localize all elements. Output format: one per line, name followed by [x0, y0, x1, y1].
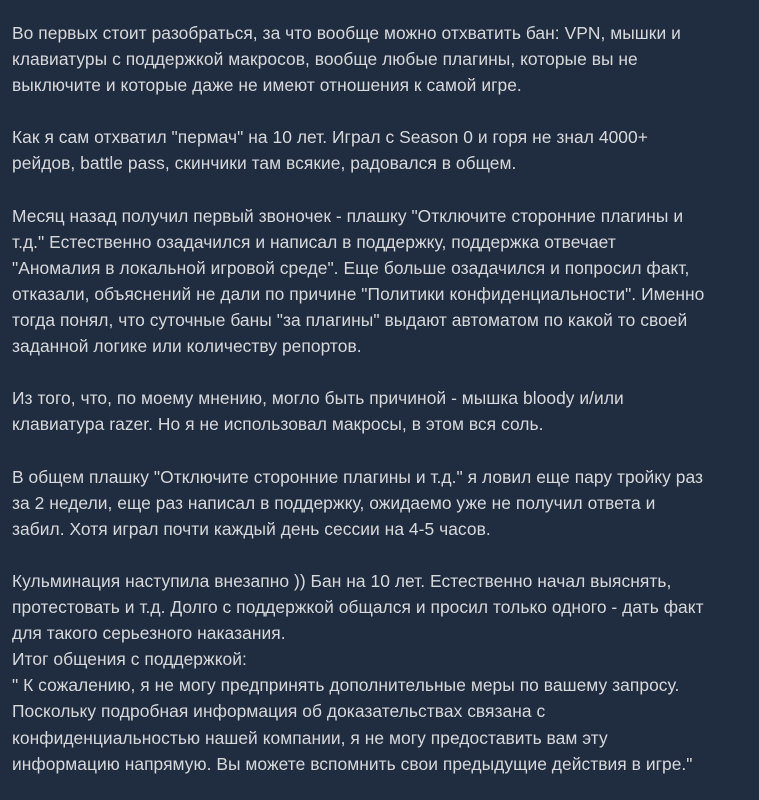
support-quote-line: " К сожалению, я не могу предпринять дополнительные меры по вашему запросу. — [12, 675, 680, 696]
text-line: заданной логике или количеству репортов. — [12, 336, 362, 357]
text-line: Как я сам отхватил "пермач" на 10 лет. Играл с Season 0 и горя не знал 4000+ — [12, 127, 648, 148]
text-line: выключите и которые даже не имеют отношения к самой игре. — [12, 75, 522, 96]
text-line: Кульминация наступила внезапно )) Бан на 10 лет. Естественно начал выяснять, — [12, 570, 672, 591]
text-line: протестовать и т.д. Долго с поддержкой общался и просил только одного - дать факт — [12, 597, 704, 618]
text-line: тогда понял, что суточные баны "за плагины" выдают автоматом по какой то своей — [12, 310, 688, 331]
text-line: рейдов, battle pass, скинчики там всякие, радовался в общем. — [12, 153, 517, 174]
text-line: клавиатура razer. Но я не использовал макросы, в этом вся соль. — [12, 414, 544, 435]
text-line: Из того, что, по моему мнению, могло быть причиной - мышка bloody и/или — [12, 388, 624, 409]
paragraph-first-warning — [12, 203, 749, 360]
text-line: Во первых стоит разобраться, за что вообще можно отхватить бан: VPN, мышки и — [12, 23, 681, 43]
text-line: для такого серьезного наказания. — [12, 623, 286, 644]
text-line: клавиатуры с поддержкой макросов, вообще любые плагины, которые вы не — [12, 49, 638, 70]
paragraph-possible-cause — [12, 385, 749, 437]
text-line: за 2 недели, еще раз написал в поддержку, ожидаемо уже не получил ответа и — [12, 492, 656, 513]
paragraph-ban-reasons — [12, 20, 749, 98]
support-quote-line: информацию напрямую. Вы можете вспомнить свои предыдущие действия в игре." — [12, 753, 693, 774]
support-quote-line: Поскольку подробная информация об доказательствах связана с — [12, 701, 546, 722]
text-line: отказали, объяснений не дали по причине "Политики конфиденциальности". Именно — [12, 283, 705, 304]
text-line: т.д." Естественно озадачился и написал в поддержку, поддержка отвечает — [12, 231, 616, 252]
support-quote-line: конфиденциальностью нашей компании, я не могу предоставить вам эту — [12, 727, 608, 748]
text-line: В общем плашку "Отключите сторонние плагины и т.д." я ловил еще пару тройку раз — [12, 466, 704, 487]
paragraph-culmination — [12, 568, 749, 777]
paragraph-repeated-warnings — [12, 464, 749, 542]
text-line: Итог общения с поддержкой: — [12, 649, 247, 670]
text-line: забил. Хотя играл почти каждый день сессии на 4-5 часов. — [12, 518, 491, 539]
text-line: "Аномалия в локальной игровой среде". Еще больше озадачился и попросил факт, — [12, 257, 690, 278]
paragraph-permaban-intro — [12, 124, 749, 176]
text-line: Месяц назад получил первый звоночек - плашку "Отключите сторонние плагины и — [12, 205, 684, 226]
